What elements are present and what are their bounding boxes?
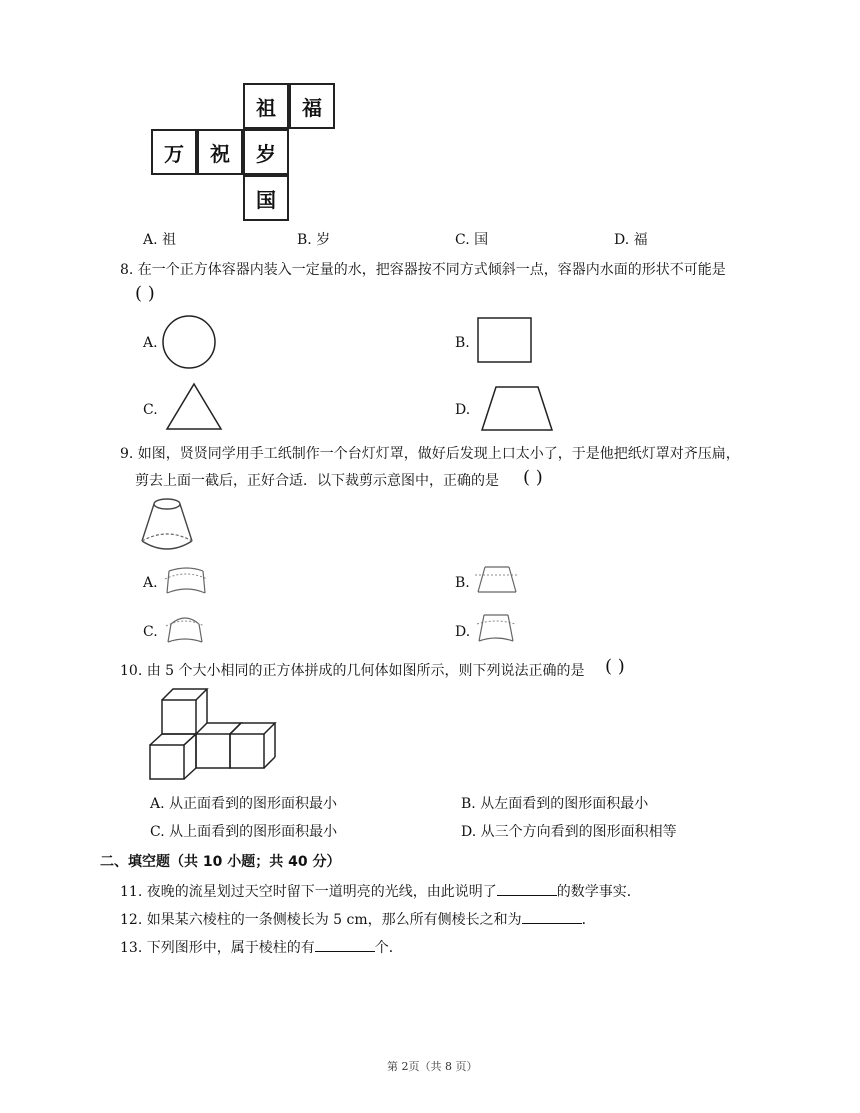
net-cell-zu: 祖 [243,83,289,129]
q12-text-before: 12. 如果某六棱柱的一条侧棱长为 5 cm，那么所有侧棱长之和为 [120,912,522,928]
q8-option-b[interactable]: B. [455,335,470,351]
q10-option-b[interactable]: B. 从左面看到的图形面积最小 [461,796,649,812]
q7-option-d[interactable]: D. 福 [614,232,648,248]
cut-diagram-d-icon [474,612,520,646]
q11-answer-blank[interactable] [497,881,557,896]
section-heading-fill-in: 二、填空题（共 10 小题；共 40 分） [100,854,341,870]
q9-stem-line1: 9. 如图，贤贤同学用手工纸制作一个台灯灯罩，做好后发现上口太小了，于是他把纸灯罩对齐压扁， [120,446,740,462]
page-footer: 第 2页（共 8 页） [387,1060,478,1073]
q10-option-c[interactable]: C. 从上面看到的图形面积最小 [150,824,338,840]
square-icon [477,317,533,365]
triangle-icon [165,382,225,432]
q10-stem: 10. 由 5 个大小相同的正方体拼成的几何体如图所示，则下列说法正确的是 [120,663,585,679]
q9-answer-paren: ( ) [523,467,543,488]
trapezoid-icon [480,385,556,433]
q9-option-b[interactable]: B. [455,575,470,591]
net-cell-wan: 万 [151,129,197,175]
net-cell-guo: 国 [243,175,289,221]
net-cell-fu: 福 [289,83,335,129]
q11-line [120,881,641,902]
q12-text-after: ． [581,912,596,928]
q8-option-c[interactable]: C. [143,402,158,418]
q8-stem: 8. 在一个正方体容器内装入一定量的水，把容器按不同方式倾斜一点，容器内水面的形状不可能是 [120,262,726,278]
net-cell-sui: 岁 [243,129,289,175]
q10-answer-paren: ( ) [605,656,625,677]
q8-option-a[interactable]: A. [143,335,158,351]
cut-diagram-a-icon [163,567,211,597]
q13-text-before: 13. 下列图形中，属于棱柱的有 [120,940,315,956]
q11-text-after: 的数学事实． [556,884,641,900]
q7-option-b[interactable]: B. 岁 [297,232,331,248]
q10-option-a[interactable]: A. 从正面看到的图形面积最小 [150,796,338,812]
q9-option-c[interactable]: C. [143,624,158,640]
five-cubes-solid-icon [148,687,278,783]
net-cell-zhu: 祝 [197,129,243,175]
q9-option-a[interactable]: A. [143,575,158,591]
q13-text-after: 个． [374,940,403,956]
cut-diagram-b-icon [473,564,523,596]
lampshade-icon [140,497,196,553]
circle-icon [162,315,218,371]
q8-option-d[interactable]: D. [455,402,471,418]
q8-answer-paren: ( ) [135,283,155,304]
q9-stem-line2: 剪去上面一截后，正好合适．以下裁剪示意图中，正确的是 [135,473,499,489]
q12-answer-blank[interactable] [522,909,582,924]
q13-line [120,937,403,958]
q9-option-d[interactable]: D. [455,624,471,640]
q7-option-c[interactable]: C. 国 [455,232,489,248]
q10-option-d[interactable]: D. 从三个方向看到的图形面积相等 [461,824,677,840]
q7-option-a[interactable]: A. 祖 [143,232,177,248]
q11-text-before: 11. 夜晚的流星划过天空时留下一道明亮的光线，由此说明了 [120,884,497,900]
cut-diagram-c-icon [163,612,209,646]
q13-answer-blank[interactable] [315,937,375,952]
q12-line [120,909,596,930]
